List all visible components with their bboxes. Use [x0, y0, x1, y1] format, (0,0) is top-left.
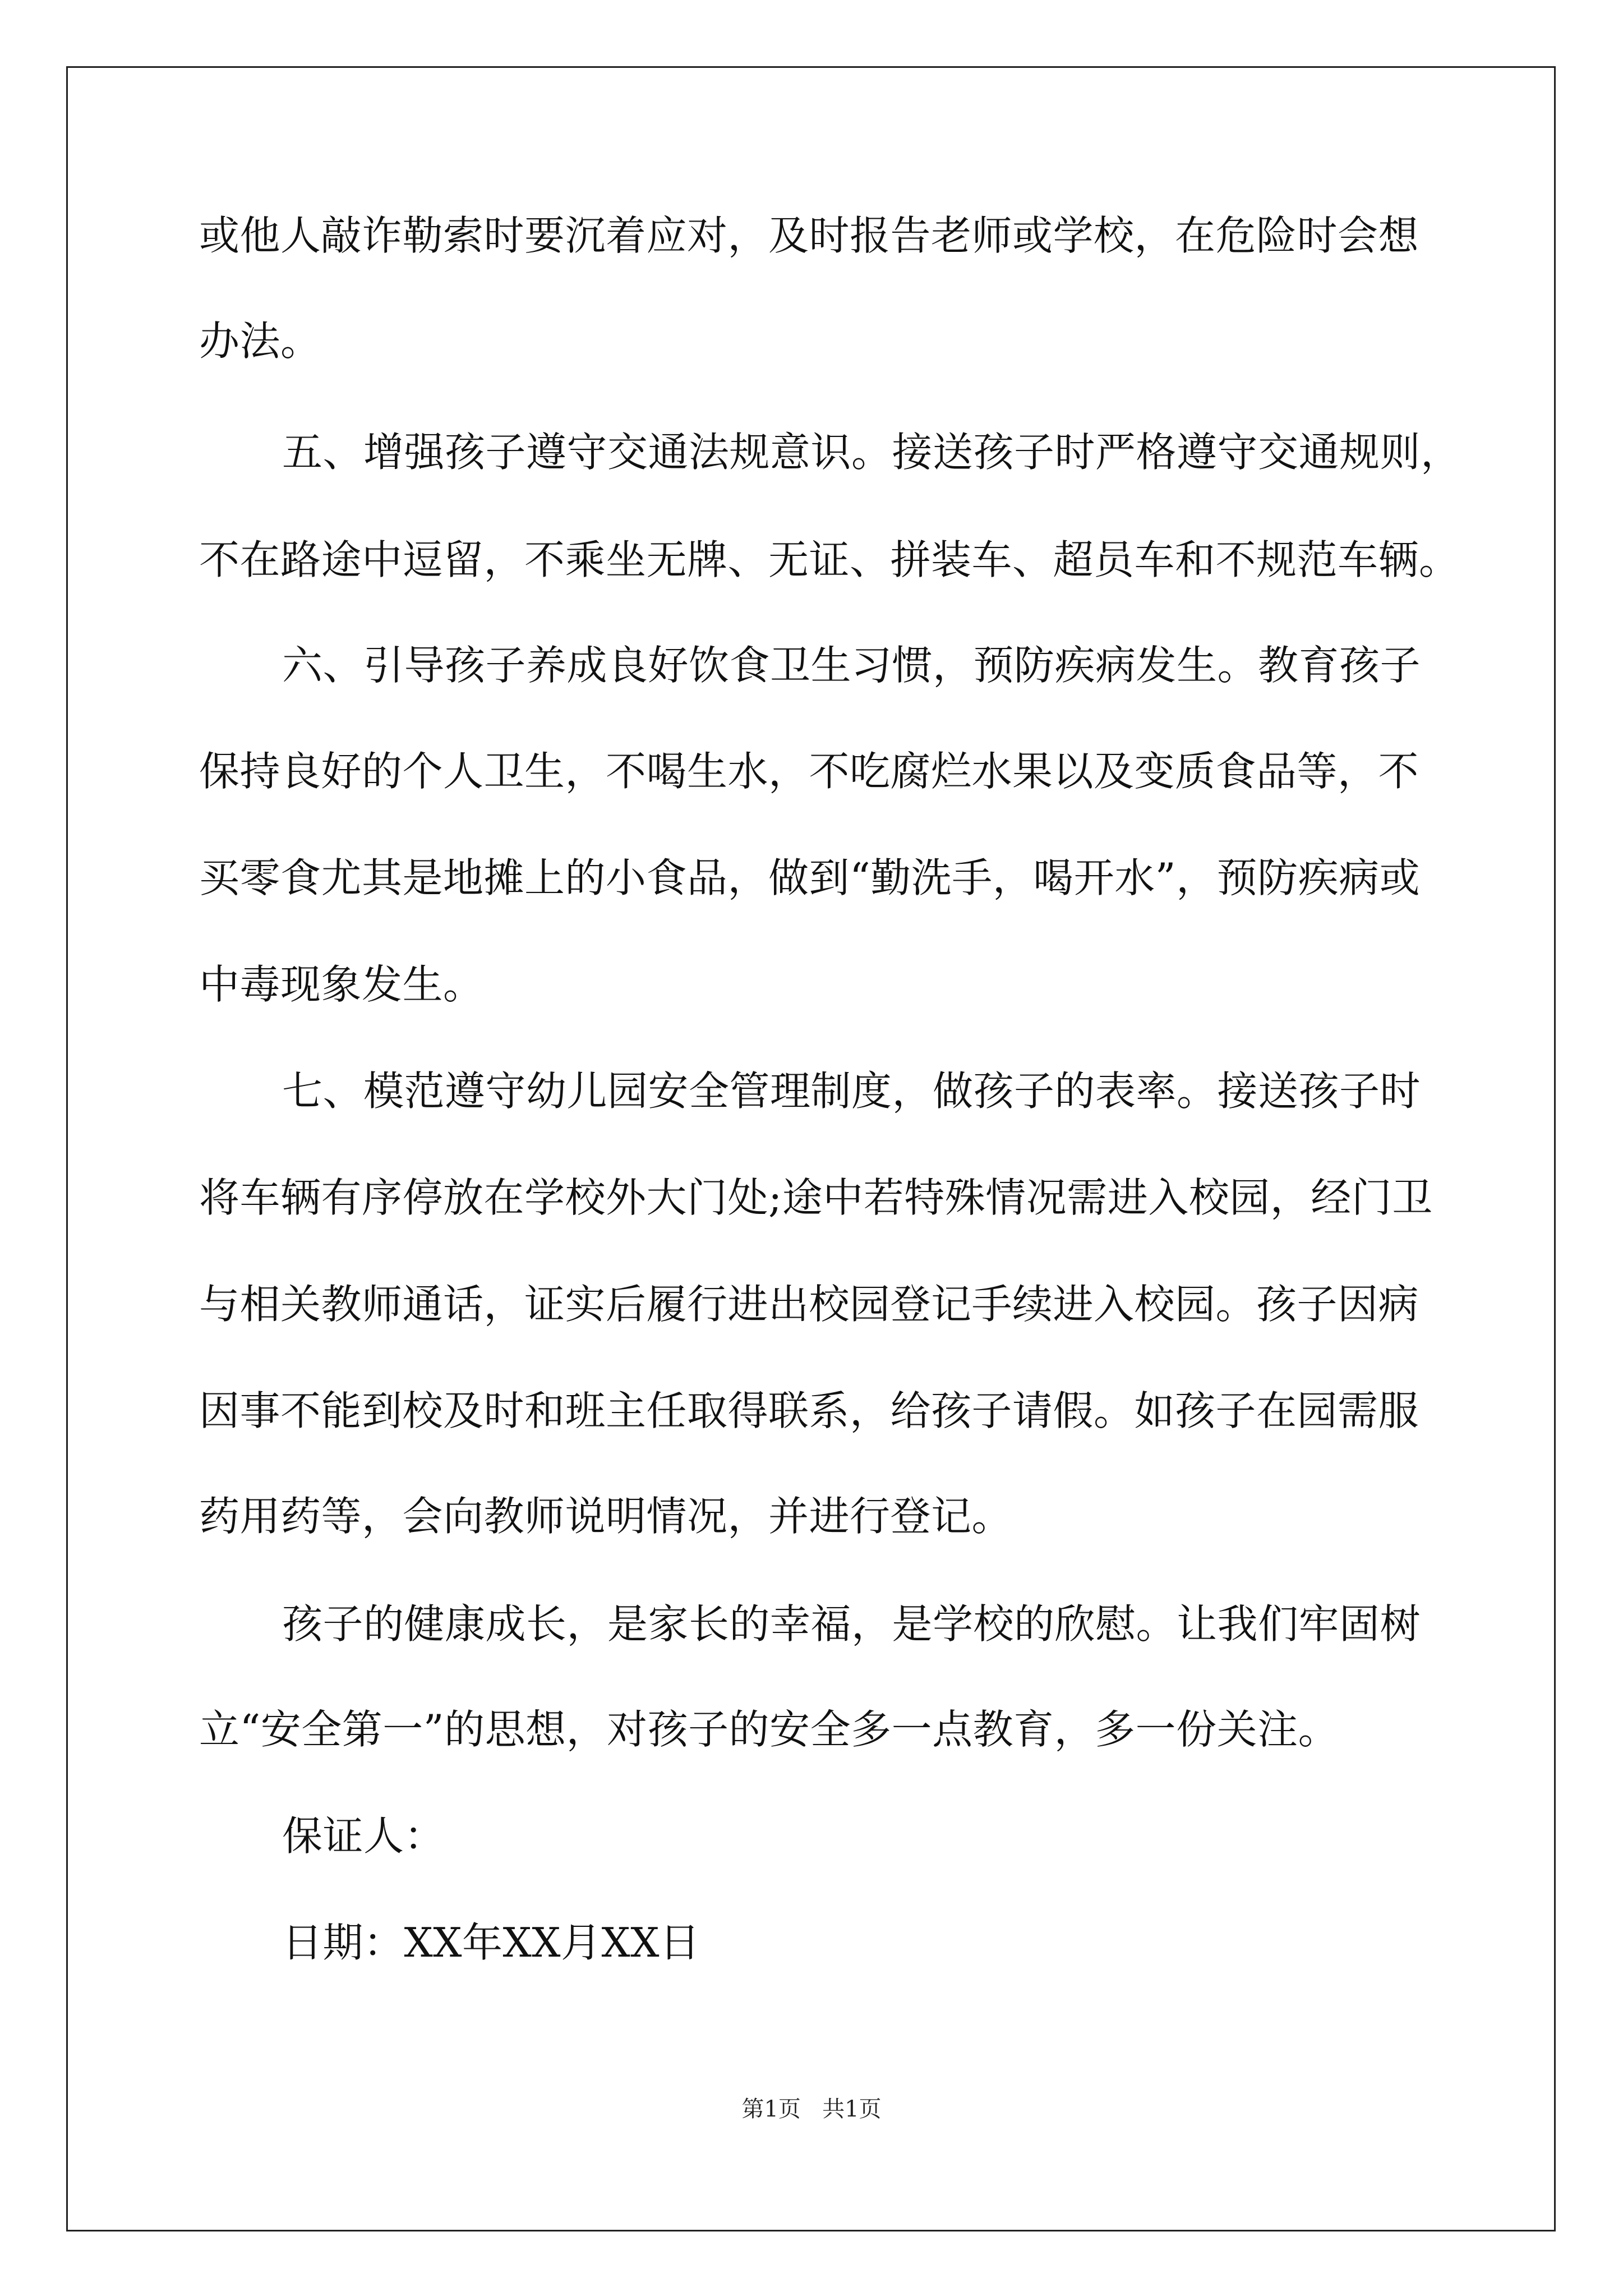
closing-paragraph-start: 孩子的健康成长，是家长的幸福，是学校的欣慰。让我们牢固树	[282, 1600, 1421, 1648]
paragraph-six-start: 六、引导孩子养成良好饮食卫生习惯，预防疾病发生。教育孩子	[282, 642, 1421, 689]
page-footer	[0, 2092, 1623, 2126]
text-line: 中毒现象发生。	[199, 961, 484, 1008]
text-line: 保持良好的个人卫生，不喝生水，不吃腐烂水果以及变质食品等，不	[199, 748, 1419, 795]
text-line: 或他人敲诈勒索时要沉着应对，及时报告老师或学校，在危险时会想	[199, 212, 1419, 259]
text-line: 买零食尤其是地摊上的小食品，做到“勤洗手，喝开水”，预防疾病或	[199, 854, 1421, 901]
text-line: 与相关教师通话，证实后履行进出校园登记手续进入校园。孩子因病	[199, 1281, 1419, 1328]
page-number-current: 第1页	[741, 2096, 801, 2122]
date-line: 日期：XX年XX月XX日	[282, 1919, 700, 1966]
text-line: 办法。	[199, 318, 321, 365]
page-border	[66, 66, 1556, 2231]
page-number-total: 共1页	[822, 2096, 882, 2122]
paragraph-seven-start: 七、模范遵守幼儿园安全管理制度，做孩子的表率。接送孩子时	[282, 1068, 1421, 1115]
text-line: 立“安全第一”的思想，对孩子的安全多一点教育，多一份关注。	[199, 1706, 1339, 1753]
text-line: 不在路途中逗留，不乘坐无牌、无证、拼装车、超员车和不规范车辆。	[199, 536, 1460, 583]
text-line: 药用药等，会向教师说明情况，并进行登记。	[199, 1493, 1013, 1540]
guarantor-label: 保证人：	[282, 1812, 445, 1860]
paragraph-five-start: 五、增强孩子遵守交通法规意识。接送孩子时严格遵守交通规则，	[282, 429, 1461, 476]
text-line: 将车辆有序停放在学校外大门处;途中若特殊情况需进入校园，经门卫	[199, 1174, 1433, 1221]
text-line: 因事不能到校及时和班主任取得联系，给孩子请假。如孩子在园需服	[199, 1387, 1419, 1434]
